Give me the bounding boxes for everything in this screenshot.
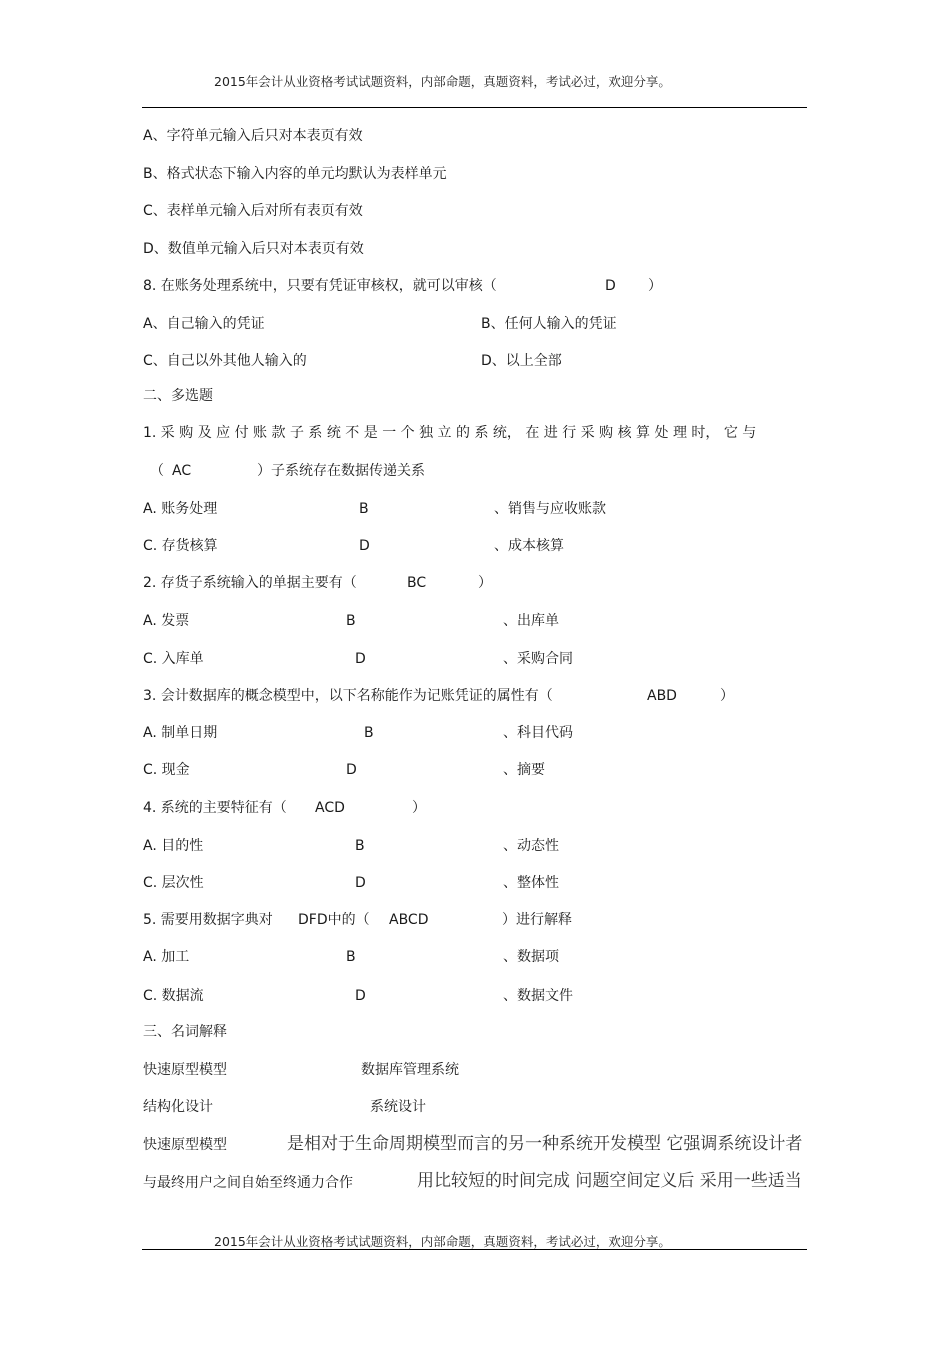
- mq5-stem: 5. 需要用数据字典对: [143, 912, 273, 928]
- mq5-option-b-letter: B: [346, 949, 356, 965]
- mq5-option-a: A. 加工: [143, 949, 190, 965]
- definition-line2-start: 与最终用户之间自始至终通力合作: [143, 1175, 353, 1191]
- q8-close: ）: [648, 278, 662, 294]
- section-term-explanation: 三、名词解释: [143, 1024, 227, 1040]
- q8-option-c: C、自己以外其他人输入的: [143, 353, 307, 369]
- header-rule: [142, 107, 807, 108]
- footer-rule: [142, 1249, 807, 1250]
- mq2-close: ）: [478, 575, 492, 591]
- mq3-option-c: C. 现金: [143, 762, 190, 778]
- mq2-option-a: A. 发票: [143, 613, 190, 629]
- mq3-option-d-text: 、摘要: [503, 762, 545, 778]
- mq2-stem: 2. 存货子系统输入的单据主要有（: [143, 575, 357, 591]
- mq4-option-a: A. 目的性: [143, 838, 204, 854]
- mq2-answer: BC: [407, 575, 427, 591]
- mq1-open: （: [150, 463, 164, 479]
- mq4-option-b-text: 、动态性: [503, 838, 559, 854]
- term-rapid-prototype: 快速原型模型: [143, 1062, 227, 1078]
- q7-option-d: D、数值单元输入后只对本表页有效: [143, 241, 364, 257]
- term-structured-design: 结构化设计: [143, 1099, 213, 1115]
- page-header: 2015年会计从业资格考试试题资料，内部命题，真题资料，考试必过，欢迎分享。: [214, 74, 671, 89]
- section-multiple-choice: 二、多选题: [143, 388, 213, 404]
- definition-line1: 是相对于生命周期模型而言的另一种系统开发模型 它强调系统设计者: [287, 1134, 803, 1154]
- mq4-option-c: C. 层次性: [143, 875, 204, 891]
- mq1-option-b-text: 、销售与应收账款: [494, 501, 606, 517]
- mq4-option-d-letter: D: [355, 875, 366, 891]
- q8-stem: 8. 在账务处理系统中，只要有凭证审核权，就可以审核（: [143, 278, 497, 294]
- mq1-option-d-text: 、成本核算: [494, 538, 564, 554]
- definition-term: 快速原型模型: [143, 1137, 227, 1153]
- mq1-stem-tail: ）子系统存在数据传递关系: [257, 463, 425, 479]
- mq3-option-b-text: 、科目代码: [503, 725, 573, 741]
- mq2-option-d-letter: D: [355, 651, 366, 667]
- mq4-close: ）: [412, 800, 426, 816]
- q8-option-b: B、任何人输入的凭证: [481, 316, 617, 332]
- mq3-option-b-letter: B: [364, 725, 374, 741]
- definition-line2: 用比较短的时间完成 问题空间定义后 采用一些适当: [417, 1171, 802, 1191]
- mq3-option-d-letter: D: [346, 762, 357, 778]
- mq1-option-a: A. 账务处理: [143, 501, 218, 517]
- mq1-answer: AC: [172, 463, 192, 479]
- mq4-option-b-letter: B: [355, 838, 365, 854]
- mq3-stem: 3. 会计数据库的概念模型中，以下名称能作为记账凭证的属性有（: [143, 688, 553, 704]
- page-footer: 2015年会计从业资格考试试题资料，内部命题，真题资料，考试必过，欢迎分享。: [214, 1234, 671, 1249]
- mq1-stem-line1: 1. 采 购 及 应 付 账 款 子 系 统 不 是 一 个 独 立 的 系 统， 在 进 行 采 购 核 算 处 理 时， 它 与: [143, 425, 757, 441]
- mq4-stem: 4. 系统的主要特征有（: [143, 800, 287, 816]
- mq3-answer: ABD: [647, 688, 677, 704]
- q8-answer: D: [605, 278, 616, 294]
- mq1-option-b-letter: B: [359, 501, 369, 517]
- mq3-close: ）: [720, 688, 734, 704]
- mq5-option-d-text: 、数据文件: [503, 988, 573, 1004]
- mq3-option-a: A. 制单日期: [143, 725, 218, 741]
- mq4-answer: ACD: [315, 800, 345, 816]
- mq2-option-d-text: 、采购合同: [503, 651, 573, 667]
- q7-option-b: B、格式状态下输入内容的单元均默认为表样单元: [143, 166, 447, 182]
- mq2-option-b-text: 、出库单: [503, 613, 559, 629]
- term-system-design: 系统设计: [370, 1099, 426, 1115]
- term-dbms: 数据库管理系统: [361, 1062, 459, 1078]
- mq5-close: ）进行解释: [502, 912, 572, 928]
- q8-option-a: A、自己输入的凭证: [143, 316, 265, 332]
- mq5-dfd: DFD中的（: [298, 912, 370, 928]
- mq1-option-d-letter: D: [359, 538, 370, 554]
- mq4-option-d-text: 、整体性: [503, 875, 559, 891]
- q7-option-c: C、表样单元输入后对所有表页有效: [143, 203, 363, 219]
- mq5-option-b-text: 、数据项: [503, 949, 559, 965]
- mq2-option-b-letter: B: [346, 613, 356, 629]
- mq5-option-d-letter: D: [355, 988, 366, 1004]
- q8-option-d: D、以上全部: [481, 353, 562, 369]
- mq2-option-c: C. 入库单: [143, 651, 204, 667]
- mq5-answer: ABCD: [389, 912, 429, 928]
- mq5-option-c: C. 数据流: [143, 988, 204, 1004]
- q7-option-a: A、字符单元输入后只对本表页有效: [143, 128, 363, 144]
- mq1-option-c: C. 存货核算: [143, 538, 218, 554]
